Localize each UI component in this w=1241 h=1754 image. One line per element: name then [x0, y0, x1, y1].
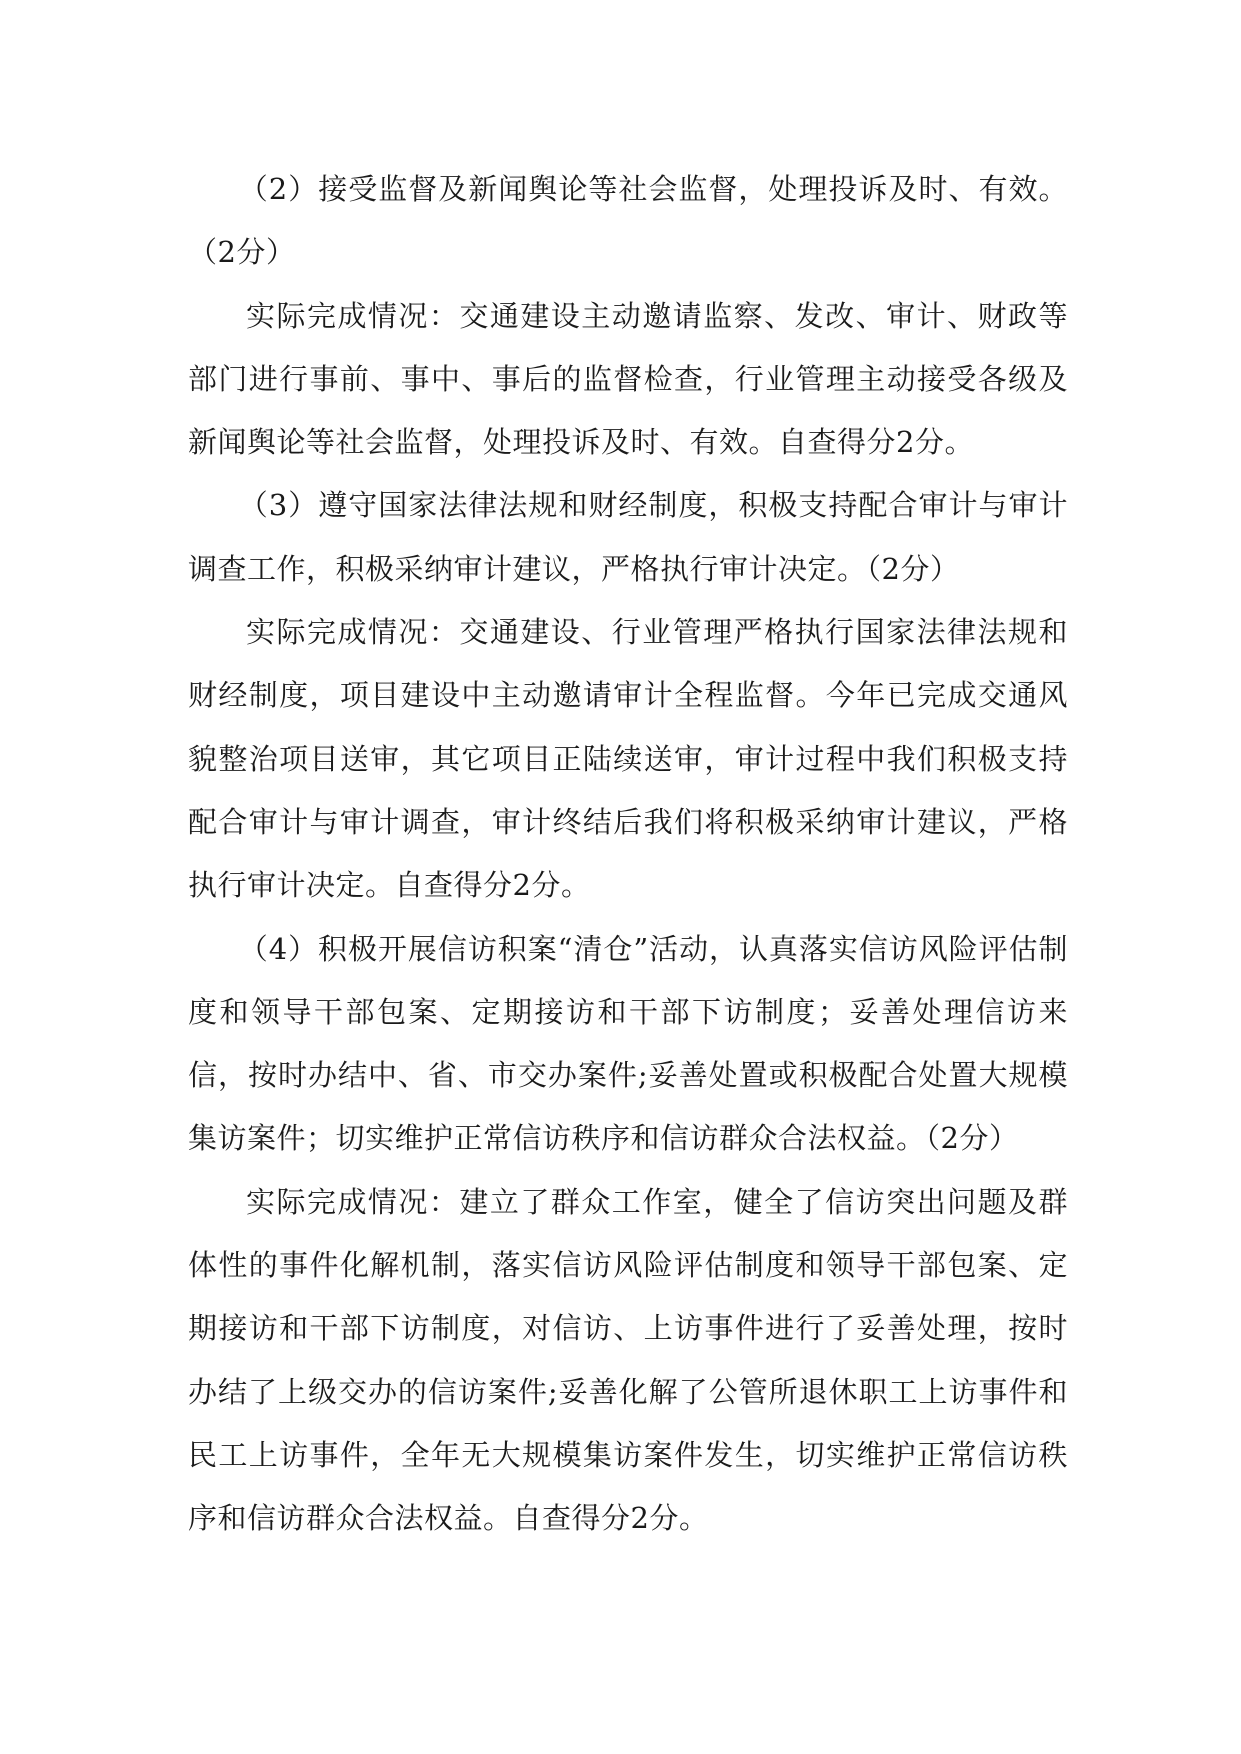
paragraph-result-3: 实际完成情况：交通建设、行业管理严格执行国家法律法规和财经制度，项目建设中主动邀请审计全程监督。今年已完成交通风貌整治项目送审，其它项目正陆续送审，审计过程中我们积极支持配合审计与审计调查，审计终结后我们将积极采纳审计建议，严格执行审计决定。自查得分2分。 — [188, 615, 1068, 903]
paragraph-result-2: 实际完成情况：交通建设主动邀请监察、发改、审计、财政等部门进行事前、事中、事后的监督检查，行业管理主动接受各级及新闻舆论等社会监督，处理投诉及时、有效。自查得分2分。 — [188, 298, 1068, 460]
paragraph-item-4: （4）积极开展信访积案“清仓”活动，认真落实信访风险评估制度和领导干部包案、定期接访和干部下访制度；妥善处理信访来信，按时办结中、省、市交办案件;妥善处置或积极配合处置大规模集访案件；切实维护正常信访秩序和信访群众合法权益。（2分） — [188, 931, 1068, 1156]
paragraph-result-4: 实际完成情况：建立了群众工作室，健全了信访突出问题及群体性的事件化解机制，落实信访风险评估制度和领导干部包案、定期接访和干部下访制度，对信访、上访事件进行了妥善处理，按时办结了上级交办的信访案件;妥善化解了公管所退休职工上访事件和民工上访事件，全年无大规模集访案件发生，切实维护正常信访秩序和信访群众合法权益。自查得分2分。 — [188, 1184, 1068, 1536]
paragraph-item-2: （2）接受监督及新闻舆论等社会监督，处理投诉及时、有效。（2分） — [188, 172, 1068, 270]
document-body — [188, 158, 1068, 1551]
paragraph-item-3: （3）遵守国家法律法规和财经制度，积极支持配合审计与审计调查工作，积极采纳审计建议，严格执行审计决定。（2分） — [188, 488, 1068, 586]
